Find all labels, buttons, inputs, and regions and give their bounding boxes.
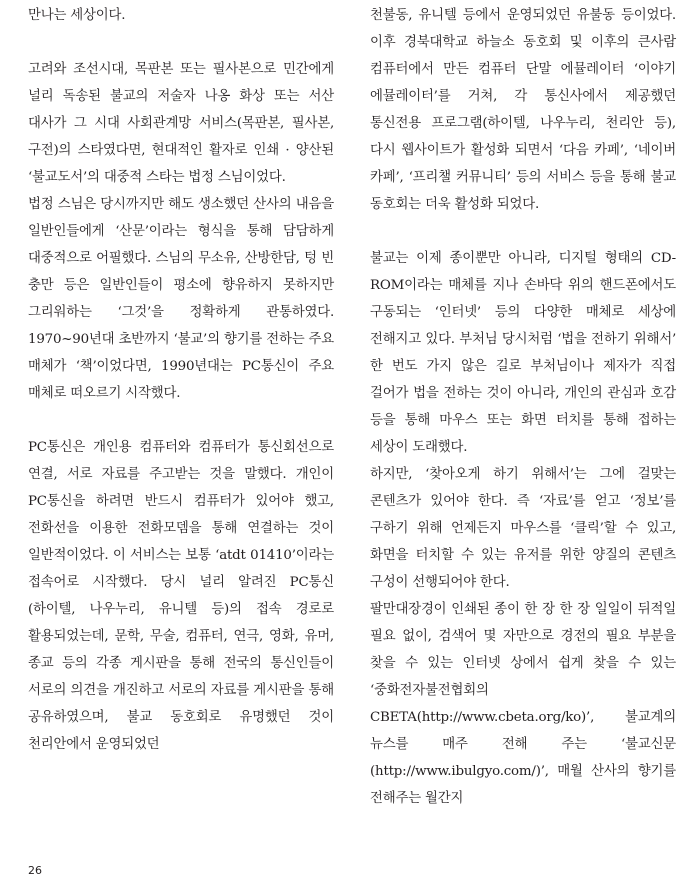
paragraph: PC통신은 개인용 컴퓨터와 컴퓨터가 통신회선으로 연결, 서로 자료를 주고받는 것을 말했다. 개인이 PC통신을 하려면 반드시 컴퓨터가 있어야 했고, 전화선을 이용한 전화모뎀을 통해 연결하는 것이 일반적이었다. 이 서비스는 보통 ‘atdt 01410’이라는 접속어로 시작했다. 당시 널리 알려진 PC통신(하이텔, 나우누리, 유니텔 등)의 접속 경로로 활용되었는데, 문학, 무술, 컴퓨터, 연극, 영화, 유머, 종교 등의 각종 게시판을 통해 전국의 통신인들이 서로의 의견을 개진하고 서로의 자료를 게시판을 통해 공유하였으며, 불교 동호회로 유명했던 것이 천리안에서 운영되었던 [28,440,334,752]
paragraph-gap [370,218,676,245]
left-column [28,2,334,758]
page-number: 26 [28,864,42,877]
paragraph: 천불동, 유니텔 등에서 운영되었던 유불동 등이었다. 이후 경북대학교 하늘소 동호회 및 이후의 큰사람 컴퓨터에서 만든 컴퓨터 단말 에뮬레이터 ‘이야기 에뮬레이터’를 거쳐, 각 통신사에서 제공했던 통신전용 프로그램(하이텔, 나우누리, 천리안 등), 다시 웹사이트가 활성화 되면서 ‘다음 카페’, ‘네이버 카페’, ‘프리챌 커뮤니티’ 등의 서비스 등을 통해 불교 동호회는 더욱 활성화 되었다. [370,8,676,212]
paragraph: 팔만대장경이 인쇄된 종이 한 장 한 장 일일이 뒤적일 필요 없이, 검색어 몇 자만으로 경전의 필요 부분을 찾을 수 있는 인터넷 상에서 쉽게 찾을 수 있는 ‘중화전자불전협회의 CBETA(http://www.cbeta.org/ko)’, 불교계의 뉴스를 매주 전해 주는 ‘불교신문(http://www.ibulgyo.com/)’, 매월 산사의 향기를 전해주는 월간지 [370,602,676,806]
right-column [370,2,676,812]
paragraph: 불교는 이제 종이뿐만 아니라, 디지털 형태의 CD-ROM이라는 매체를 지나 손바닥 위의 핸드폰에서도 구동되는 ‘인터넷’ 등의 다양한 매체로 세상에 전해지고 있다. 부처님 당시처럼 ‘법을 전하기 위해서’ 한 번도 가지 않은 길로 부처님이나 제자가 직접 걸어가 법을 전하는 것이 아니라, 개인의 관심과 호감 등을 통해 마우스 또는 화면 터치를 통해 접하는 세상이 도래했다. [370,251,676,455]
paragraph-gap [28,407,334,434]
paragraph: 하지만, ‘찾아오게 하기 위해서’는 그에 걸맞는 콘텐츠가 있어야 한다. 즉 ‘자료’를 얻고 ‘정보’를 구하기 위해 언제든지 마우스를 ‘클릭’할 수 있고, 화면을 터치할 수 있는 유저를 위한 양질의 콘텐츠 구성이 선행되어야 한다. [370,467,676,590]
paragraph: 고려와 조선시대, 목판본 또는 필사본으로 민간에게 널리 독송된 불교의 저술자 나옹 화상 또는 서산 대사가 그 시대 사회관계망 서비스(목판본, 필사본, 구전)의 스타였다면, 현대적인 활자로 인쇄 · 양산된 ‘불교도서’의 대중적 스타는 법정 스님이었다. [28,62,334,185]
paragraph-gap [28,29,334,56]
paragraph: 만나는 세상이다. [28,8,126,23]
paragraph: 법정 스님은 당시까지만 해도 생소했던 산사의 내음을 일반인들에게 ‘산문’이라는 형식을 통해 담담하게 대중적으로 어필했다. 스님의 무소유, 산방한담, 텅 빈 충만 등은 일반인들이 평소에 향유하지 못하지만 그리워하는 ‘그것’을 정확하게 관통하였다. 1970~90년대 초반까지 ‘불교’의 향기를 전하는 주요 매체가 ‘책’이었다면, 1990년대는 PC통신이 주요 매체로 떠오르기 시작했다. [28,197,334,401]
